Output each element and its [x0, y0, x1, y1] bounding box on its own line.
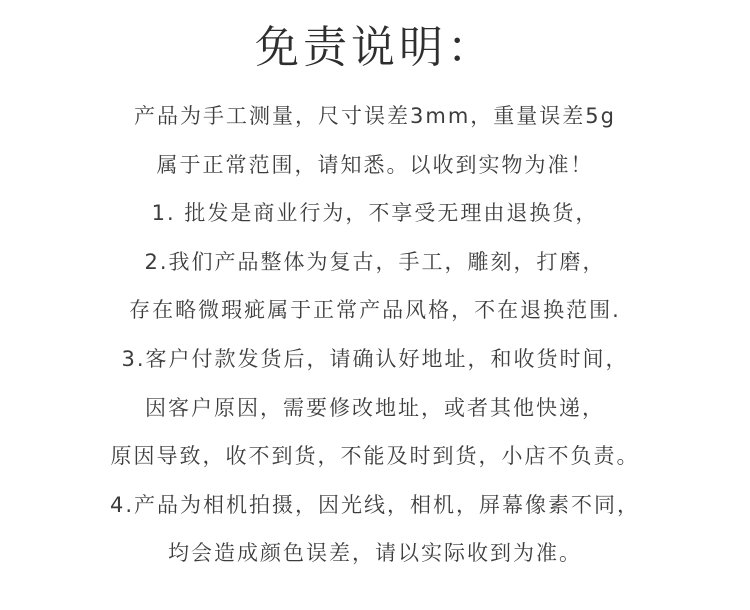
disclaimer-line: 属于正常范围，请知悉。以收到实物为准！	[156, 152, 594, 177]
disclaimer-line: 原因导致，收不到货，不能及时到货，小店不负责。	[110, 444, 640, 469]
disclaimer-line: 产品为手工测量，尺寸误差3mm，重量误差5g	[134, 104, 616, 128]
disclaimer-text	[0, 92, 750, 578]
disclaimer-line: 3.客户付款发货后，请确认好地址，和收货时间，	[121, 346, 629, 371]
page-title: 免责说明：	[255, 22, 495, 73]
disclaimer-line: 1. 批发是商业行为，不享受无理由退换货，	[151, 201, 599, 226]
disclaimer-line: 均会造成颜色误差，请以实际收到为准。	[168, 541, 582, 566]
disclaimer-line: 存在略微瑕疵属于正常产品风格，不在退换范围.	[129, 298, 621, 323]
disclaimer-line: 4.产品为相机拍摄，因光线，相机，屏幕像素不同，	[109, 492, 641, 517]
disclaimer-line: 2.我们产品整体为复古，手工，雕刻，打磨，	[144, 249, 606, 274]
disclaimer-line: 因客户原因，需要修改地址，或者其他快递，	[145, 395, 605, 420]
